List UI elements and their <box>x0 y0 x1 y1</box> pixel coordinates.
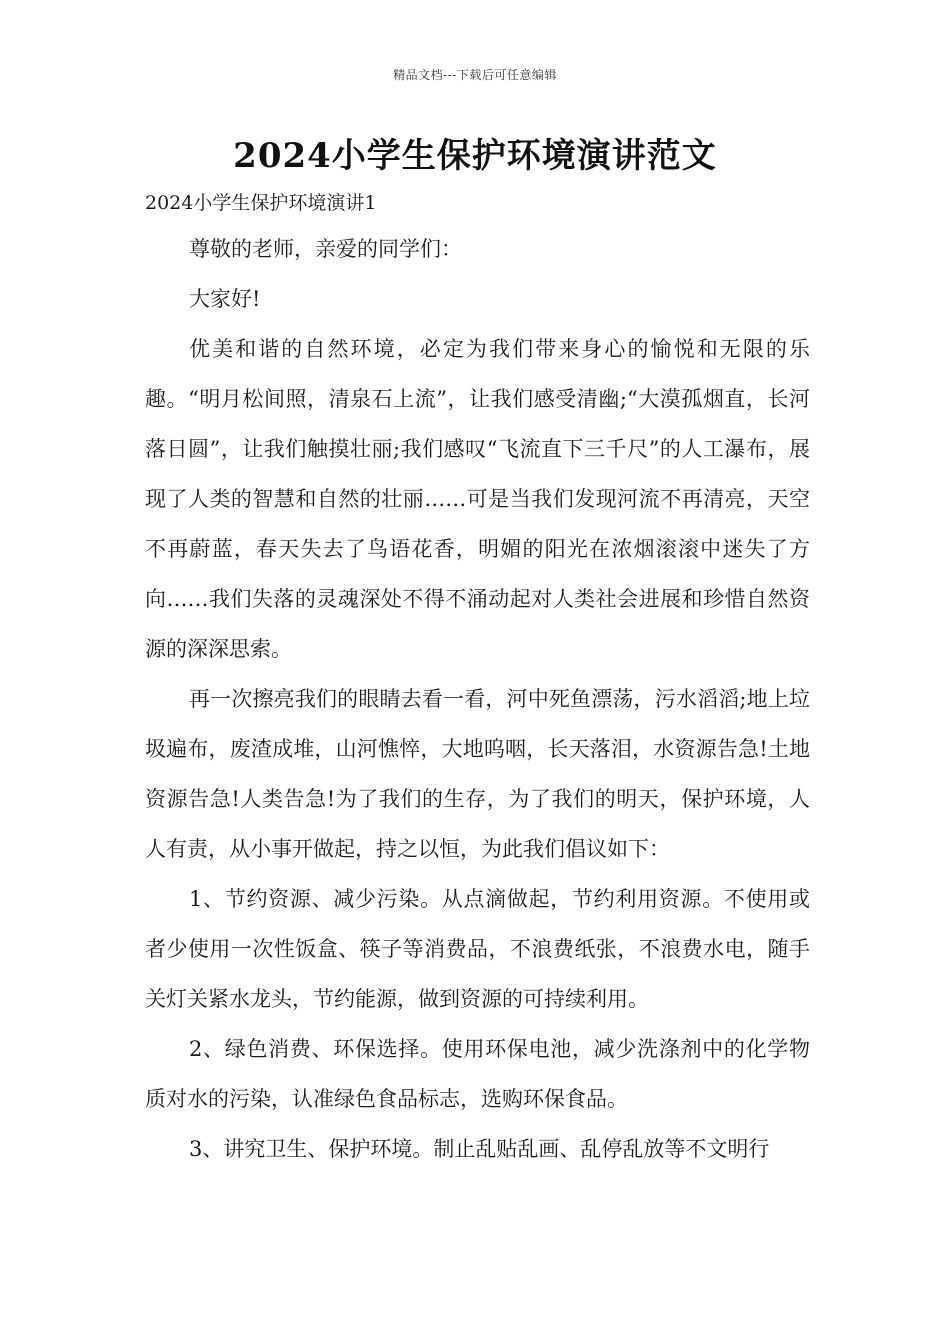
document-body <box>145 224 810 1174</box>
paragraph-item-1: 1、节约资源、减少污染。从点滴做起，节约利用资源。不使用或者少使用一次性饭盒、筷子等消费品，不浪费纸张，不浪费水电，随手关灯关紧水龙头，节约能源，做到资源的可持续利用。 <box>145 887 810 1011</box>
paragraph-hello: 大家好! <box>189 287 261 311</box>
document-subtitle: 2024小学生保护环境演讲1 <box>145 192 377 214</box>
paragraph-greeting: 尊敬的老师，亲爱的同学们： <box>189 237 462 261</box>
paragraph-item-3: 3、讲究卫生、保护环境。制止乱贴乱画、乱停乱放等不文明行 <box>189 1137 770 1161</box>
page-header-note: 精品文档---下载后可任意编辑 <box>393 68 557 82</box>
document-title: 2024小学生保护环境演讲范文 <box>233 136 717 176</box>
paragraph-nature: 优美和谐的自然环境，必定为我们带来身心的愉悦和无限的乐趣。“明月松间照，清泉石上流”，让我们感受清幽;“大漠孤烟直，长河落日圆”，让我们触摸壮丽;我们感叹“飞流直下三千尺”的人工瀑布，展现了人类的智慧和自然的壮丽……可是当我们发现河流不再清亮，天空不再蔚蓝，春天失去了鸟语花香，明媚的阳光在浓烟滚滚中迷失了方向……我们失落的灵魂深处不得不涌动起对人类社会进展和珍惜自然资源的深深思索。 <box>145 337 810 661</box>
paragraph-pollution: 再一次擦亮我们的眼睛去看一看，河中死鱼漂荡，污水滔滔;地上垃圾遍布，废渣成堆，山河憔悴，大地呜咽，长天落泪，水资源告急!土地资源告急!人类告急!为了我们的生存，为了我们的明天，保护环境，人人有责，从小事开做起，持之以恒，为此我们倡议如下： <box>145 687 810 861</box>
paragraph-item-2: 2、绿色消费、环保选择。使用环保电池，减少洗涤剂中的化学物质对水的污染，认准绿色食品标志，选购环保食品。 <box>145 1037 810 1111</box>
